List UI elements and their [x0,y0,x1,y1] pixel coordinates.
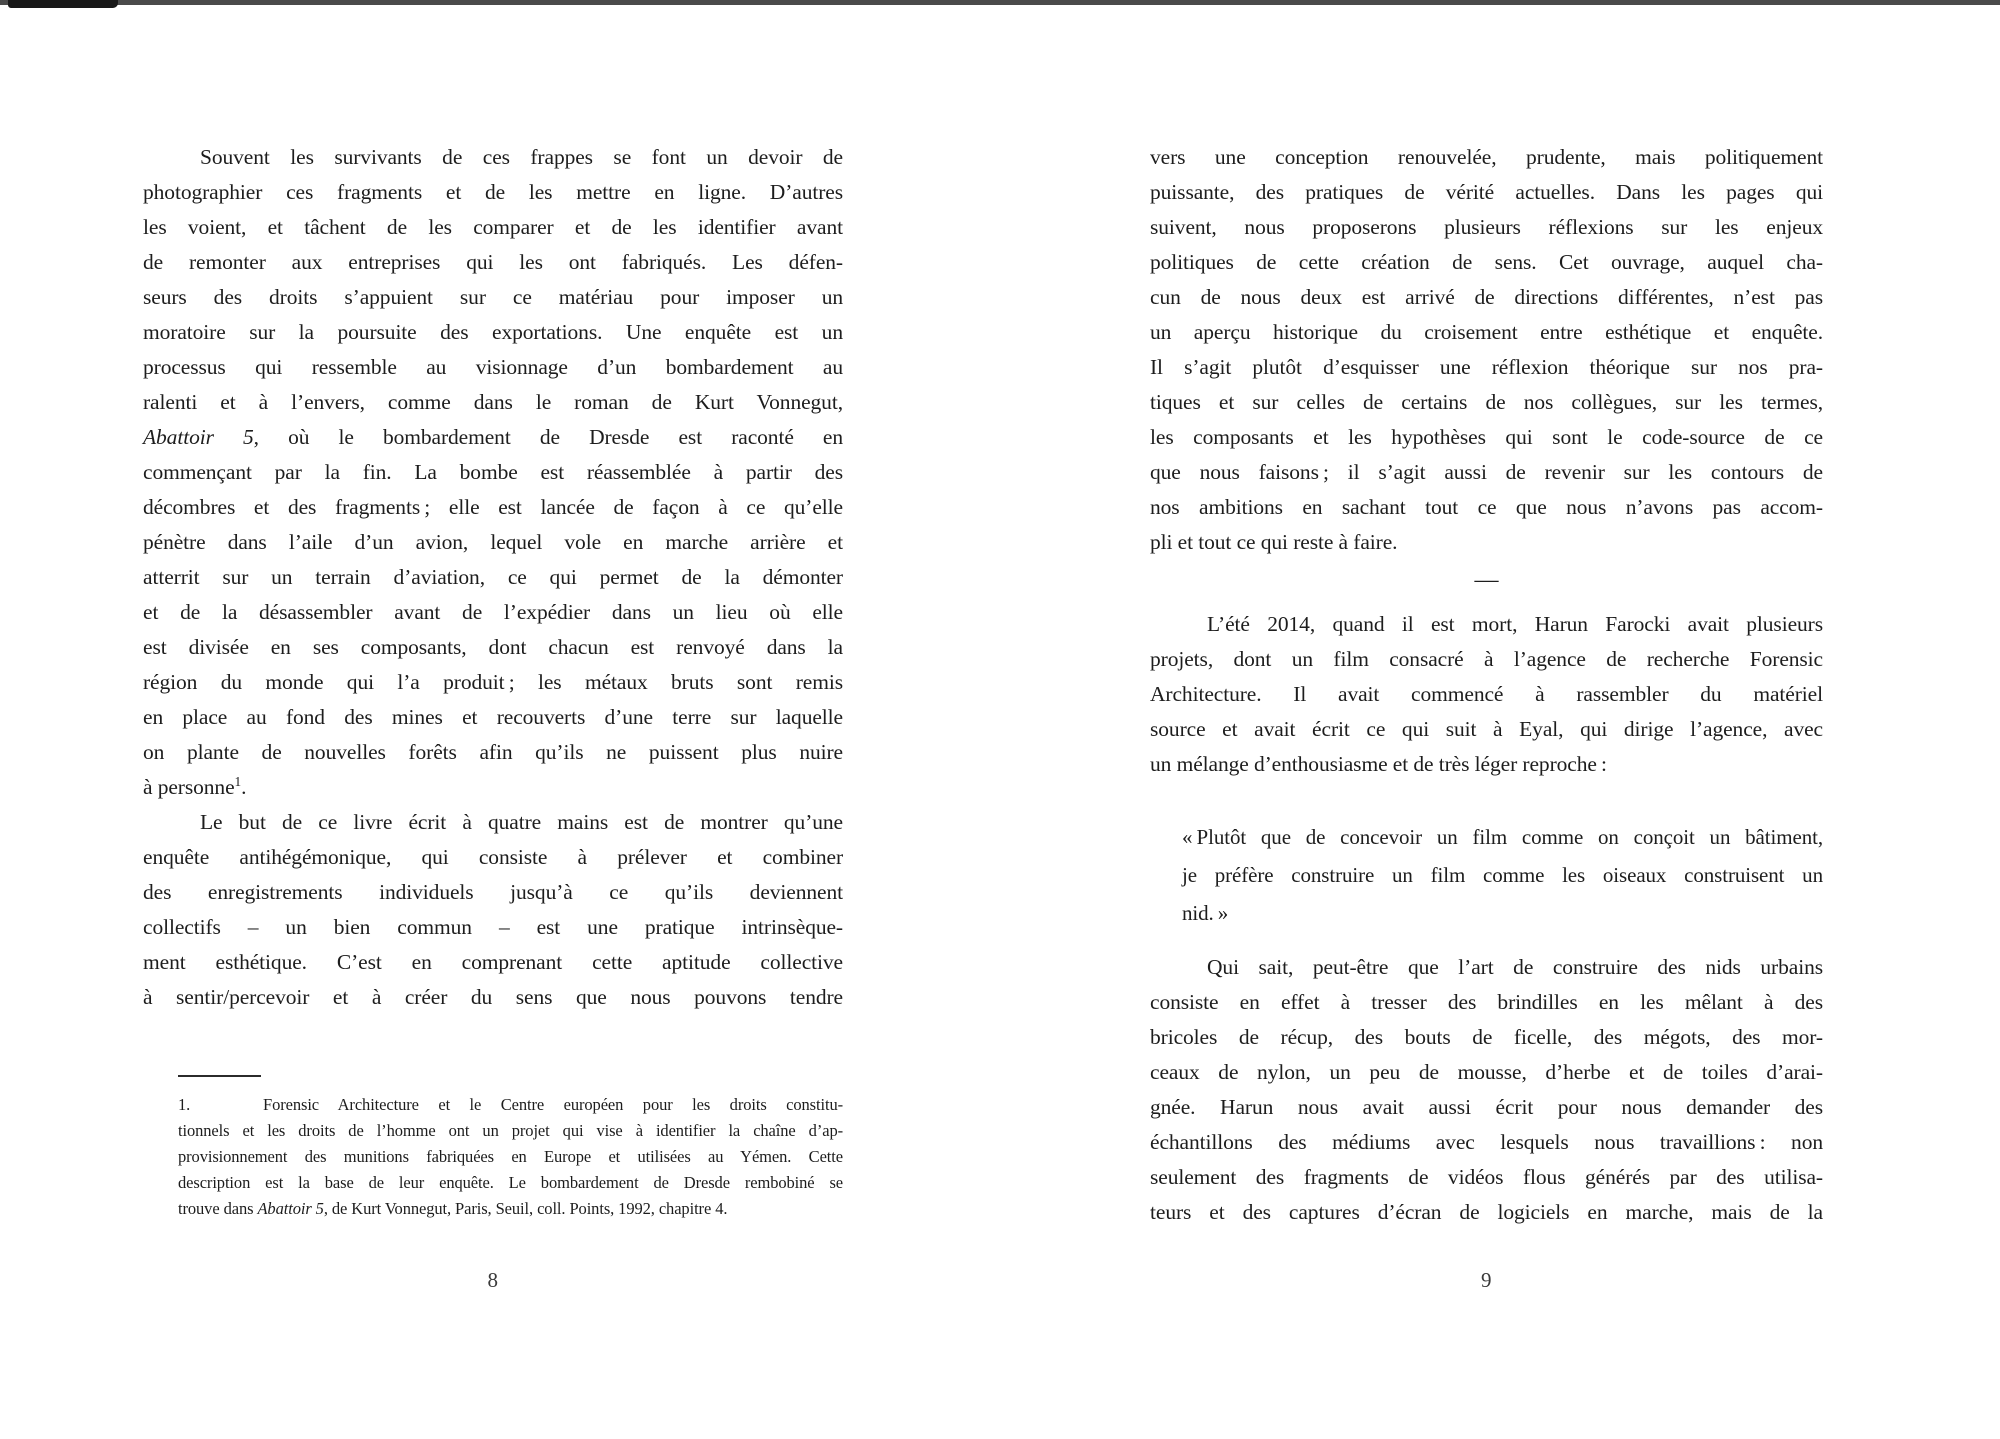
text-line: suivent, nous proposerons plusieurs réflexions sur les enjeux [1150,215,1823,239]
text-line [178,1196,843,1222]
text-line: ralenti et à l’envers, comme dans le roman de Kurt Vonnegut, [143,390,843,414]
text-line: seurs des droits s’appuient sur ce matériau pour imposer un [143,285,843,309]
text-line: provisionnement des munitions fabriquées en Europe et utilisées au Yémen. Cette [178,1147,843,1166]
footnote-text [178,1092,843,1222]
text-line: à sentir/percevoir et à créer du sens que nous pouvons tendre [143,985,843,1009]
page-number-left: 8 [487,1268,499,1292]
footnote-number: 1. [178,1095,191,1114]
text-line: « Plutôt que de concevoir un film comme on conçoit un bâtiment, [1182,825,1823,849]
text-line [178,1092,843,1118]
text-line: photographier ces fragments et de les mettre en ligne. D’autres [143,180,843,204]
text-line: vers une conception renouvelée, prudente, mais politiquement [1150,145,1823,169]
text-line: tiques et sur celles de certains de nos collègues, sur les termes, [1150,390,1823,414]
text-line: Le but de ce livre écrit à quatre mains est de montrer qu’une [200,810,843,834]
text-segment: , où le bombardement de Dresde est raconté en [253,425,843,449]
text-line: tionnels et les droits de l’homme ont un projet qui vise à identifier la chaîne d’ap- [178,1121,843,1140]
text-line: pénètre dans l’aile d’un avion, lequel vole en marche arrière et [143,530,843,554]
page-left [143,0,843,1439]
text-line: échantillons des médiums avec lesquels nous travaillions : non [1150,1130,1823,1154]
text-line: de remonter aux entreprises qui les ont fabriqués. Les défen- [143,250,843,274]
text-line: un aperçu historique du croisement entre esthétique et enquête. [1150,320,1823,344]
text-segment: Abattoir 5 [143,425,254,449]
text-line: projets, dont un film consacré à l’agence de recherche Forensic [1150,647,1823,671]
text-line: ceaux de nylon, un peu de mousse, d’herbe et de toiles d’arai- [1150,1060,1823,1084]
text-line: les voient, et tâchent de les comparer et de les identifier avant [143,215,843,239]
text-line: enquête antihégémonique, qui consiste à prélever et combiner [143,845,843,869]
text-line: décombres et des fragments ; elle est lancée de façon à ce qu’elle [143,495,843,519]
text-line: atterrit sur un terrain d’aviation, ce qui permet de la démonter [143,565,843,589]
text-line: Qui sait, peut-être que l’art de construire des nids urbains [1207,955,1823,979]
text-line: Souvent les survivants de ces frappes se font un devoir de [200,145,843,169]
text-line: nid. » [1182,901,1229,925]
text-line: que nous faisons ; il s’agit aussi de revenir sur les contours de [1150,460,1823,484]
text-line: processus qui ressemble au visionnage d’un bombardement au [143,355,843,379]
text-line [143,770,843,805]
text-line: gnée. Harun nous avait aussi écrit pour nous demander des [1150,1095,1823,1119]
text-line: des enregistrements individuels jusqu’à ce qu’ils deviennent [143,880,843,904]
text-line: teurs et des captures d’écran de logiciels en marche, mais de la [1150,1200,1823,1224]
text-line: ment esthétique. C’est en comprenant cette aptitude collective [143,950,843,974]
text-segment: , de Kurt Vonnegut, Paris, Seuil, coll. Points, 1992, chapitre 4. [323,1199,728,1218]
text-line: puissante, des pratiques de vérité actuelles. Dans les pages qui [1150,180,1823,204]
text-segment: Forensic Architecture et le Centre européen pour les droits constitu- [263,1095,843,1114]
text-line: un mélange d’enthousiasme et de très léger reproche : [1150,752,1607,776]
text-line: seulement des fragments de vidéos flous générés par des utilisa- [1150,1165,1823,1189]
text-line: est divisée en ses composants, dont chacun est renvoyé dans la [143,635,843,659]
text-line: région du monde qui l’a produit ; les métaux bruts sont remis [143,670,843,694]
text-line: description est la base de leur enquête. Le bombardement de Dresde rembobiné se [178,1173,843,1192]
text-line: Il s’agit plutôt d’esquisser une réflexion théorique sur nos pra- [1150,355,1823,379]
page-number-right: 9 [1481,1268,1492,1292]
page-right [1150,0,1823,1439]
text-line: politiques de cette création de sens. Cet ouvrage, auquel cha- [1150,250,1823,274]
footnote-reference: 1 [234,773,242,789]
text-line: commençant par la fin. La bombe est réassemblée à partir des [143,460,843,484]
text-line: pli et tout ce qui reste à faire. [1150,530,1398,554]
text-line: consiste en effet à tresser des brindilles en les mêlant à des [1150,990,1823,1014]
text-line: cun de nous deux est arrivé de directions différentes, n’est pas [1150,285,1823,309]
text-line: je préfère construire un film comme les oiseaux construisent un [1182,863,1823,887]
text-line: et de la désassembler avant de l’expédier dans un lieu où elle [143,600,843,624]
text-line [143,420,843,455]
text-line: bricoles de récup, des bouts de ficelle, des mégots, des mor- [1150,1025,1823,1049]
text-line: moratoire sur la poursuite des exportations. Une enquête est un [143,320,843,344]
text-segment: trouve dans [178,1199,258,1218]
text-segment: Abattoir 5 [257,1199,324,1218]
text-segment: à personne [143,775,235,799]
text-segment: . [241,775,247,799]
page-right-paragraph-top [1150,140,1823,560]
text-line: en place au fond des mines et recouverts d’une terre sur laquelle [143,705,843,729]
text-line: nos ambitions en sachant tout ce que nous n’avons pas accom- [1150,495,1823,519]
text-line: collectifs – un bien commun – est une pratique intrinsèque- [143,915,843,939]
block-quote [1182,818,1823,932]
page-right-paragraph-middle [1150,607,1823,782]
text-line: on plante de nouvelles forêts afin qu’ils ne puissent plus nuire [143,740,843,764]
text-line: L’été 2014, quand il est mort, Harun Farocki avait plusieurs [1207,612,1823,636]
text-line: Architecture. Il avait commencé à rassembler du matériel [1150,682,1823,706]
page-right-paragraph-bottom [1150,950,1823,1230]
footnote-rule [178,1075,261,1077]
page-left-body-text [143,140,843,1015]
text-line: les composants et les hypothèses qui sont le code-source de ce [1150,425,1823,449]
section-separator-dash: — [1474,567,1499,593]
scan-edge-mark [8,0,118,8]
text-line: source et avait écrit ce qui suit à Eyal, qui dirige l’agence, avec [1150,717,1823,741]
